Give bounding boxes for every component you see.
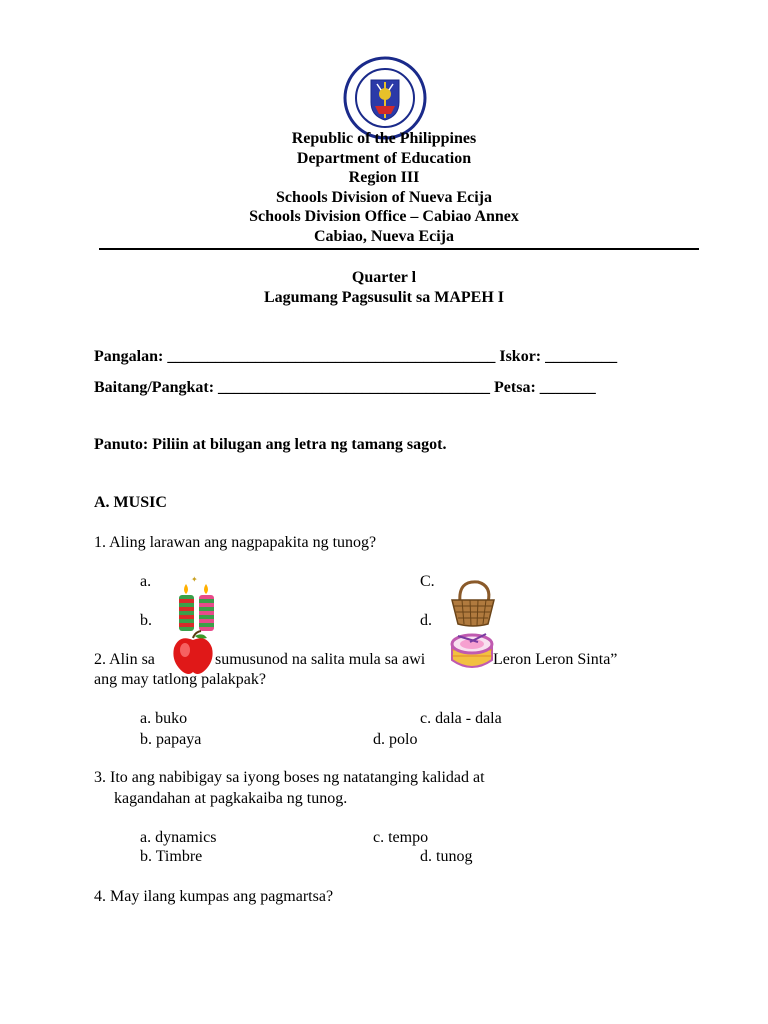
score-label: Iskor:: [495, 348, 546, 365]
header-location: Cabiao, Nueva Ecija: [314, 228, 454, 245]
score-blank[interactable]: _________: [545, 348, 618, 365]
grade-label: Baitang/Pangkat:: [94, 379, 219, 396]
question-3-line-2: kagandahan at pagkakaiba ng tunog.: [114, 790, 348, 807]
question-1-option-d[interactable]: d.: [420, 612, 432, 629]
header-divider: [99, 248, 699, 250]
name-blank[interactable]: _________________________________________: [167, 348, 496, 365]
grade-date-line: [94, 379, 596, 397]
question-2-part-a: 2. Alin sa: [94, 651, 155, 668]
basket-icon[interactable]: [448, 578, 498, 628]
question-2-part-b: sumusunod na salita mula sa awi: [215, 651, 426, 668]
header-republic: Republic of the Philippines: [291, 130, 477, 147]
question-1-option-a[interactable]: a.: [140, 573, 152, 590]
exam-title: Lagumang Pagsusulit sa MAPEH I: [263, 289, 505, 306]
header-region: Region III: [348, 169, 420, 186]
quarter-title: Quarter l: [351, 269, 417, 286]
name-score-line: [94, 348, 617, 366]
drum-icon[interactable]: [448, 630, 496, 674]
question-1-text: 1. Aling larawan ang nagpapakita ng tunog?: [94, 534, 377, 551]
question-2-line-2: ang may tatlong palakpak?: [94, 671, 266, 688]
question-2-part-c: Leron Leron Sinta”: [493, 651, 618, 668]
question-2-line-1: [94, 651, 155, 669]
question-4-text: 4. May ilang kumpas ang pagmartsa?: [94, 888, 334, 905]
deped-seal-logo: [343, 56, 427, 140]
question-2-option-b[interactable]: b. papaya: [140, 731, 202, 748]
question-2-option-c[interactable]: c. dala - dala: [420, 710, 502, 727]
question-3-option-c[interactable]: c. tempo: [373, 829, 429, 846]
header-division: Schools Division of Nueva Ecija: [275, 189, 492, 206]
svg-text:✦: ✦: [191, 575, 198, 584]
apple-icon[interactable]: [171, 630, 215, 676]
header-department: Department of Education: [296, 150, 472, 167]
question-3-option-a[interactable]: a. dynamics: [140, 829, 217, 846]
header-office: Schools Division Office – Cabiao Annex: [249, 208, 519, 225]
question-3-option-d[interactable]: d. tunog: [420, 848, 473, 865]
question-2-option-d[interactable]: d. polo: [373, 731, 418, 748]
grade-blank[interactable]: __________________________________: [218, 379, 491, 396]
date-label: Petsa:: [490, 379, 540, 396]
instructions: Panuto: Piliin at bilugan ang letra ng tamang sagot.: [94, 436, 447, 453]
question-2-option-a[interactable]: a. buko: [140, 710, 188, 727]
date-blank[interactable]: _______: [539, 379, 596, 396]
question-3-line-1: 3. Ito ang nabibigay sa iyong boses ng natatanging kalidad at: [94, 769, 485, 786]
question-1-option-c[interactable]: C.: [420, 573, 435, 590]
section-heading-music: A. MUSIC: [94, 494, 167, 511]
question-1-option-b[interactable]: b.: [140, 612, 152, 629]
question-3-option-b[interactable]: b. Timbre: [140, 848, 203, 865]
name-label: Pangalan:: [94, 348, 168, 365]
